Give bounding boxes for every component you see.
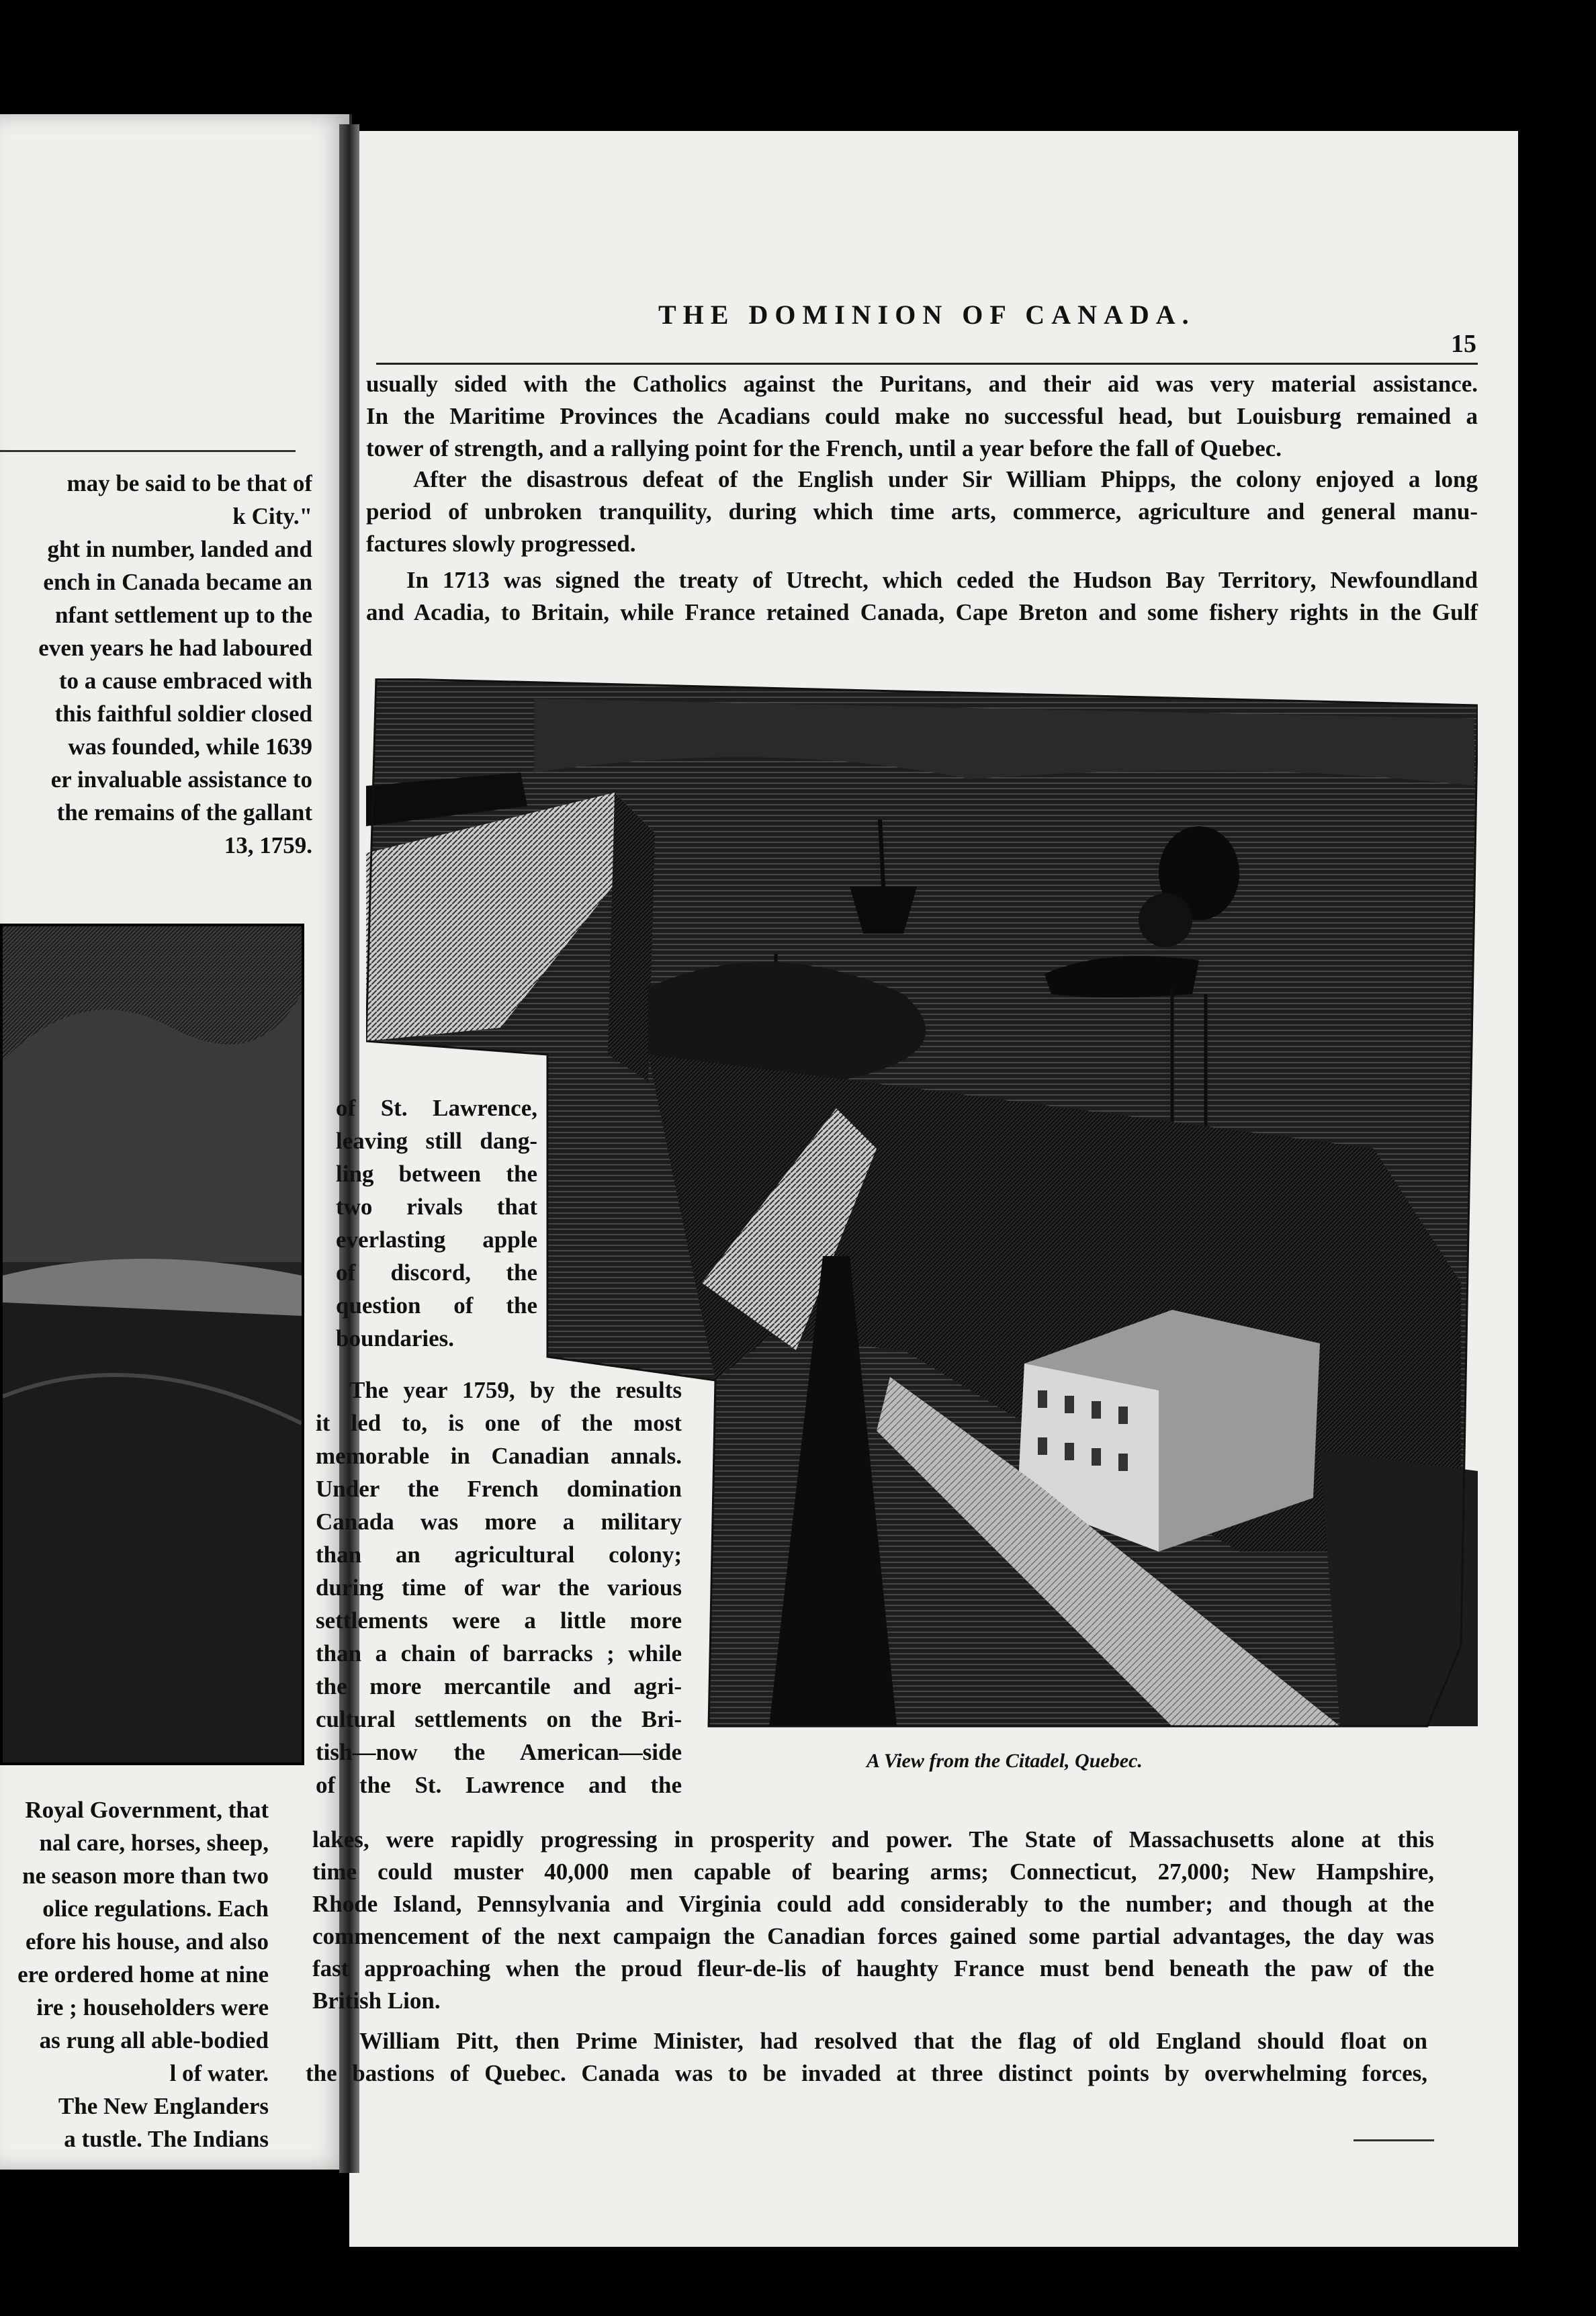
text-line: question of the	[336, 1292, 537, 1319]
left-line: nfant settlement up to the	[54, 602, 312, 628]
paragraph	[366, 564, 1478, 629]
text-line: time could muster 40,000 men capable of bearing arms; Connecticut, 27,000; New Hampshire,	[312, 1859, 1434, 1885]
left-line: ne season more than two	[22, 1863, 269, 1889]
left-line: olice regulations. Each	[42, 1896, 269, 1922]
left-line: to a cause embraced with	[58, 668, 312, 694]
text-line: during time of war the various	[316, 1574, 682, 1601]
text-line: period of unbroken tranquility, during which time arts, commerce, agriculture and general manu-	[366, 498, 1478, 525]
text-line: Rhode Island, Pennsylvania and Virginia could add considerably to the number; and though at the	[312, 1891, 1434, 1917]
text-line: and Acadia, to Britain, while France retained Canada, Cape Breton and some fishery rights in the Gulf	[366, 599, 1478, 625]
left-line: The New Englanders	[58, 2093, 269, 2119]
left-line: a tustle. The Indians	[64, 2126, 269, 2152]
left-line: ire ; householders were	[36, 1994, 269, 2020]
text-line: cultural settlements on the Bri-	[316, 1706, 682, 1732]
paragraph	[366, 463, 1478, 560]
left-page	[0, 114, 352, 2170]
text-line: of discord, the	[336, 1259, 537, 1286]
text-line: tish—now the American—side	[316, 1739, 682, 1765]
left-line: 13, 1759.	[224, 832, 312, 858]
left-line: ght in number, landed and	[47, 536, 312, 562]
text-line: William Pitt, then Prime Minister, had resolved that the flag of old England should float on	[359, 2028, 1427, 2054]
left-page-engraving	[0, 924, 304, 1765]
left-text-column-bottom	[0, 1793, 269, 2155]
text-line: factures slowly progressed.	[366, 531, 636, 557]
text-line: everlasting apple	[336, 1227, 537, 1253]
text-line: lakes, were rapidly progressing in prosperity and power. The State of Massachusetts alone at this	[312, 1826, 1434, 1853]
text-line: two rivals that	[336, 1194, 537, 1220]
left-line: l of water.	[169, 2060, 269, 2086]
text-line: In 1713 was signed the treaty of Utrecht, which ceded the Hudson Bay Territory, Newfoundland	[406, 567, 1478, 593]
left-line: as rung all able-bodied	[39, 2027, 269, 2053]
left-line: k City."	[232, 503, 312, 529]
text-line: boundaries.	[336, 1325, 455, 1351]
text-line: settlements were a little more	[316, 1607, 682, 1634]
left-line: was founded, while 1639	[68, 733, 312, 760]
text-line: After the disastrous defeat of the English under Sir William Phipps, the colony enjoyed a long	[413, 466, 1478, 492]
text-line: In the Maritime Provinces the Acadians could make no successful head, but Louisburg remained a	[366, 403, 1478, 429]
left-header-rule	[0, 450, 296, 452]
left-line: may be said to be that of	[66, 470, 312, 496]
text-line: it led to, is one of the most	[316, 1410, 682, 1436]
left-line: ench in Canada became an	[43, 569, 312, 595]
text-line: Canada was more a military	[316, 1509, 682, 1535]
text-line: than a chain of barracks ; while	[316, 1640, 682, 1666]
text-line: usually sided with the Catholics against the Puritans, and their aid was very material assistance.	[366, 371, 1478, 397]
illustration-caption: A View from the Citadel, Quebec.	[867, 1750, 1143, 1772]
left-text-column-top	[0, 467, 312, 862]
wrapped-text-column	[316, 1374, 682, 1801]
paragraph	[312, 1824, 1434, 2017]
text-line: leaving still dang-	[336, 1128, 537, 1154]
page-number: 15	[1451, 330, 1476, 358]
left-line: ere ordered home at nine	[17, 1961, 269, 1988]
text-line: Under the French domination	[316, 1476, 682, 1502]
running-head: THE DOMINION OF CANADA.	[658, 300, 1196, 330]
left-line: er invaluable assistance to	[50, 766, 312, 793]
text-line: the bastions of Quebec. Canada was to be invaded at three distinct points by overwhelming forces,	[306, 2060, 1427, 2086]
left-line: this faithful soldier closed	[54, 701, 312, 727]
text-line: memorable in Canadian annals.	[316, 1443, 682, 1469]
text-line: fast approaching when the proud fleur-de-lis of haughty France must bend beneath the paw of the	[312, 1955, 1434, 1981]
left-line: efore his house, and also	[25, 1928, 269, 1955]
text-line: of St. Lawrence,	[336, 1095, 537, 1121]
left-line: Royal Government, that	[25, 1797, 269, 1823]
left-line: the remains of the gallant	[56, 799, 312, 826]
header-rule	[376, 363, 1478, 365]
text-line: tower of strength, and a rallying point for the French, until a year before the fall of Quebec.	[366, 435, 1282, 461]
text-line: commencement of the next campaign the Canadian forces gained some partial advantages, the day was	[312, 1923, 1434, 1949]
closing-rule	[1354, 2139, 1434, 2141]
text-line: British Lion.	[312, 1988, 441, 2014]
wrapped-text-column	[336, 1092, 537, 1355]
paragraph	[366, 368, 1478, 465]
text-line: of the St. Lawrence and the	[316, 1772, 682, 1798]
text-line: the more mercantile and agri-	[316, 1673, 682, 1699]
text-line: than an agricultural colony;	[316, 1542, 682, 1568]
text-line: ling between the	[336, 1161, 537, 1187]
left-line: nal care, horses, sheep,	[39, 1830, 269, 1856]
text-line: The year 1759, by the results	[349, 1377, 682, 1403]
left-line: even years he had laboured	[38, 635, 312, 661]
paragraph	[306, 2025, 1427, 2090]
